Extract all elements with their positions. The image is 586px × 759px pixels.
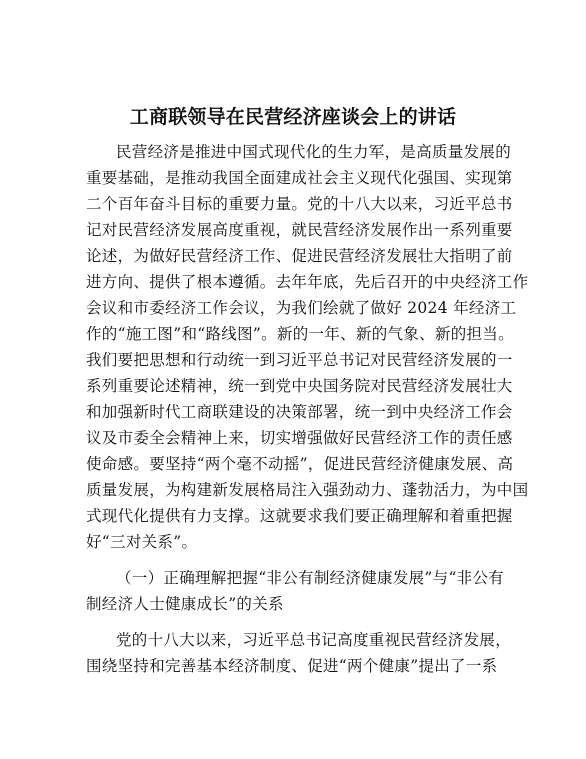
body-text-line: 二个百年奋斗目标的重要力量。党的十八大以来，习近平总书 bbox=[86, 195, 513, 213]
body-text-line: 议及市委全会精神上来，切实增强做好民营经济工作的责任感 bbox=[86, 429, 513, 447]
body-text-line: 党的十八大以来，习近平总书记高度重视民营经济发展， bbox=[116, 631, 512, 649]
section-subheading-line: 制经济人士健康成长”的关系 bbox=[86, 595, 284, 613]
body-text-line: 围绕坚持和完善基本经济制度、促进“两个健康”提出了一系 bbox=[86, 657, 498, 675]
body-text-line: 使命感。要坚持“两个毫不动摇”，促进民营经济健康发展、高 bbox=[86, 455, 514, 473]
body-text-line: 和加强新时代工商联建设的决策部署，统一到中央经济工作会 bbox=[86, 403, 513, 421]
body-text-line: 重要基础，是推动我国全面建成社会主义现代化强国、实现第 bbox=[86, 169, 513, 187]
body-text-line: 会议和市委经济工作会议，为我们绘就了做好 2024 年经济工 bbox=[86, 299, 517, 317]
section-subheading-line: （一）正确理解把握“非公有制经济健康发展”与“非公有 bbox=[116, 569, 505, 587]
body-text-line: 民营经济是推进中国式现代化的生力军，是高质量发展的 bbox=[116, 143, 512, 161]
body-text-line: 式现代化提供有力支撑。这就要求我们要正确理解和着重把握 bbox=[86, 507, 513, 525]
body-text-line: 进方向、提供了根本遵循。去年年底，先后召开的中央经济工作 bbox=[86, 273, 529, 291]
body-text-line: 作的“施工图”和“路线图”。新的一年、新的气象、新的担当。 bbox=[86, 325, 514, 343]
body-text-line: 我们要把思想和行动统一到习近平总书记对民营经济发展的一 bbox=[86, 351, 513, 369]
body-text-line: 系列重要论述精神，统一到党中央国务院对民营经济发展壮大 bbox=[86, 377, 513, 395]
document-title: 工商联领导在民营经济座谈会上的讲话 bbox=[129, 106, 457, 128]
body-text-line: 论述，为做好民营经济工作、促进民营经济发展壮大指明了前 bbox=[86, 247, 513, 265]
body-text-line: 记对民营经济发展高度重视，就民营经济发展作出一系列重要 bbox=[86, 221, 513, 239]
body-text-line: 质量发展，为构建新发展格局注入强劲动力、蓬勃活力，为中国 bbox=[86, 481, 529, 499]
body-text-line: 好“三对关系”。 bbox=[86, 533, 198, 551]
